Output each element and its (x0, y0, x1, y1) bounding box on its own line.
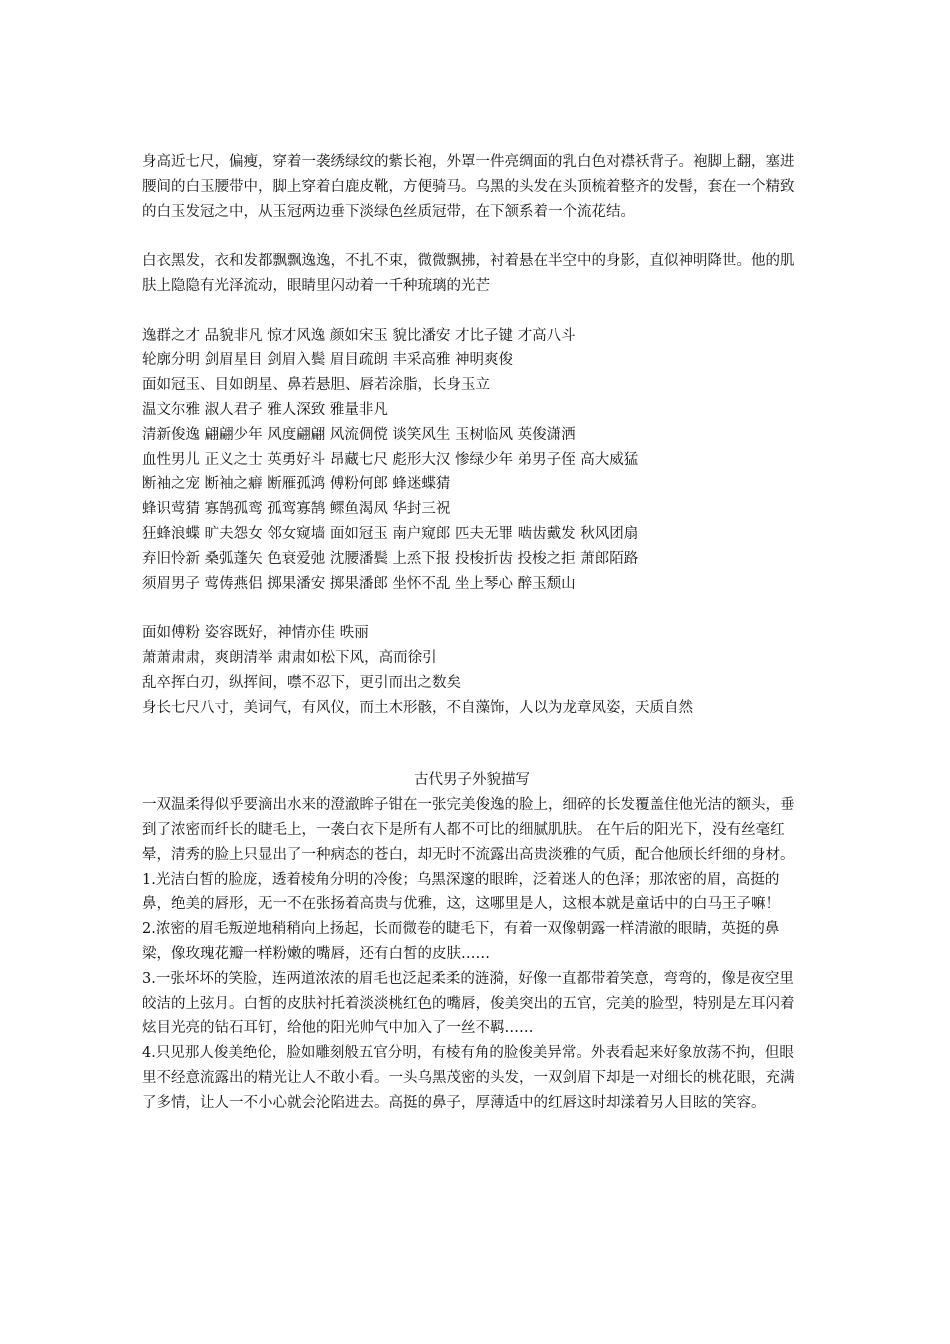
sentence-list (142, 621, 802, 720)
spacer (142, 299, 802, 324)
phrase-line: 弃旧怜新 桑弧蓬矢 色衰爱弛 沈腰潘鬓 上烝下报 投梭折齿 投梭之拒 萧郎陌路 (142, 550, 639, 567)
spacer (142, 224, 802, 249)
phrase-line: 须眉男子 莺俦燕侣 掷果潘安 掷果潘郎 坐怀不乱 坐上琴心 醉玉颓山 (142, 575, 576, 592)
numbered-item: 4.只见那人俊美绝伦，脸如雕刻般五官分明，有棱有角的脸俊美异常。外表看起来好象放荡不拘，但眼里不经意流露出的精光让人不敢小看。一头乌黑茂密的头发，一双剑眉下却是一对细长的桃花眼，充满了多情，让人一不小心就会沦陷进去。高挺的鼻子，厚薄适中的红唇这时却漾着另人目眩的笑容。 (142, 1045, 795, 1111)
phrase-line: 血性男儿 正义之士 英勇好斗 昂藏七尺 彪形大汉 惨绿少年 弟男子侄 高大威猛 (142, 451, 639, 468)
sentence-line: 萧萧肃肃，爽朗清举 肃肃如松下风，高而徐引 (142, 649, 437, 666)
phrase-line: 狂蜂浪蝶 旷夫怨女 邻女窥墙 面如冠玉 南户窥郎 匹夫无罪 啮齿戴发 秋风团扇 (142, 525, 639, 542)
section-title: 古代男子外貌描写 (414, 772, 530, 789)
sentence-line: 乱卒挥白刃，纵挥间，噤不忍下，更引而出之数矣 (142, 674, 461, 691)
phrase-line: 温文尔雅 淑人君子 雅人深致 雅量非凡 (142, 401, 388, 418)
phrase-line: 断袖之宠 断袖之癖 断雁孤鸿 傅粉何郎 蜂迷蝶猜 (142, 476, 451, 493)
phrase-list (142, 324, 802, 597)
paragraph-costume: 身高近七尺，偏瘦，穿着一袭绣绿纹的紫长袍，外罩一件亮绸面的乳白色对襟袄背子。袍脚上翻，塞进腰间的白玉腰带中，脚上穿着白鹿皮靴，方便骑马。乌黑的头发在头顶梳着整齐的发髻，套在一个精致的白玉发冠之中，从玉冠两边垂下淡绿色丝质冠带，在下颔系着一个流花结。 (142, 154, 795, 220)
document-page (142, 150, 802, 1115)
spacer (142, 720, 802, 768)
spacer (142, 596, 802, 621)
numbered-item: 3.一张坏坏的笑脸，连两道浓浓的眉毛也泛起柔柔的涟漪，好像一直都带着笑意，弯弯的，像是夜空里皎洁的上弦月。白皙的皮肤衬托着淡淡桃红色的嘴唇，俊美突出的五官，完美的脸型，特别是左耳闪着炫目光亮的钻石耳钉，给他的阳光帅气中加入了一丝不羁…… (142, 970, 795, 1037)
phrase-line: 清新俊逸 翩翩少年 风度翩翩 风流倜傥 谈笑风生 玉树临风 英俊潇洒 (142, 426, 576, 443)
sentence-line: 身长七尺八寸，美词气，有风仪，而土木形骸，不自藻饰，人以为龙章凤姿，天质自然 (142, 699, 693, 716)
numbered-item: 2.浓密的眉毛叛逆地稍稍向上扬起，长而微卷的睫毛下，有着一双像朝露一样清澈的眼睛，英挺的鼻梁，像玫瑰花瓣一样粉嫩的嘴唇，还有白皙的皮肤…… (142, 921, 780, 962)
phrase-line: 面如冠玉、目如朗星、鼻若悬胆、唇若涂脂，长身玉立 (142, 377, 490, 394)
numbered-list (142, 868, 802, 1116)
phrase-line: 蜂识莺猜 寡鹄孤鸾 孤鸾寡鹄 鳏鱼渴凤 华封三祝 (142, 501, 451, 518)
phrase-line: 逸群之才 品貌非凡 惊才风逸 颜如宋玉 貌比潘安 才比子键 才高八斗 (142, 327, 576, 344)
sentence-line: 面如傅粉 姿容既好，神情亦佳 昳丽 (142, 625, 369, 642)
numbered-item: 1.光洁白皙的脸庞，透着棱角分明的冷俊；乌黑深邃的眼眸，泛着迷人的色泽；那浓密的眉，高挺的鼻，绝美的唇形，无一不在张扬着高贵与优雅，这，这哪里是人，这根本就是童话中的白马王子嘛！ (142, 871, 780, 913)
paragraph-white-robe: 白衣黑发，衣和发都飘飘逸逸，不扎不束，微微飘拂，衬着悬在半空中的身影，直似神明降世。他的肌肤上隐隐有光泽流动，眼睛里闪动着一千种琉璃的光芒 (142, 253, 795, 294)
paragraph-gentle-eyes: 一双温柔得似乎要滴出水来的澄澈眸子钳在一张完美俊逸的脸上，细碎的长发覆盖住他光洁的额头，垂到了浓密而纤长的睫毛上，一袭白衣下是所有人都不可比的细腻肌肤。 在午后的阳光下，没有丝毫红晕，清秀的脸上只显出了一种病态的苍白，却无时不流露出高贵淡雅的气质，配合他颀长纤细的身材。 (142, 797, 795, 863)
phrase-line: 轮廓分明 剑眉星目 剑眉入鬓 眉目疏朗 丰采高雅 神明爽俊 (142, 352, 514, 369)
